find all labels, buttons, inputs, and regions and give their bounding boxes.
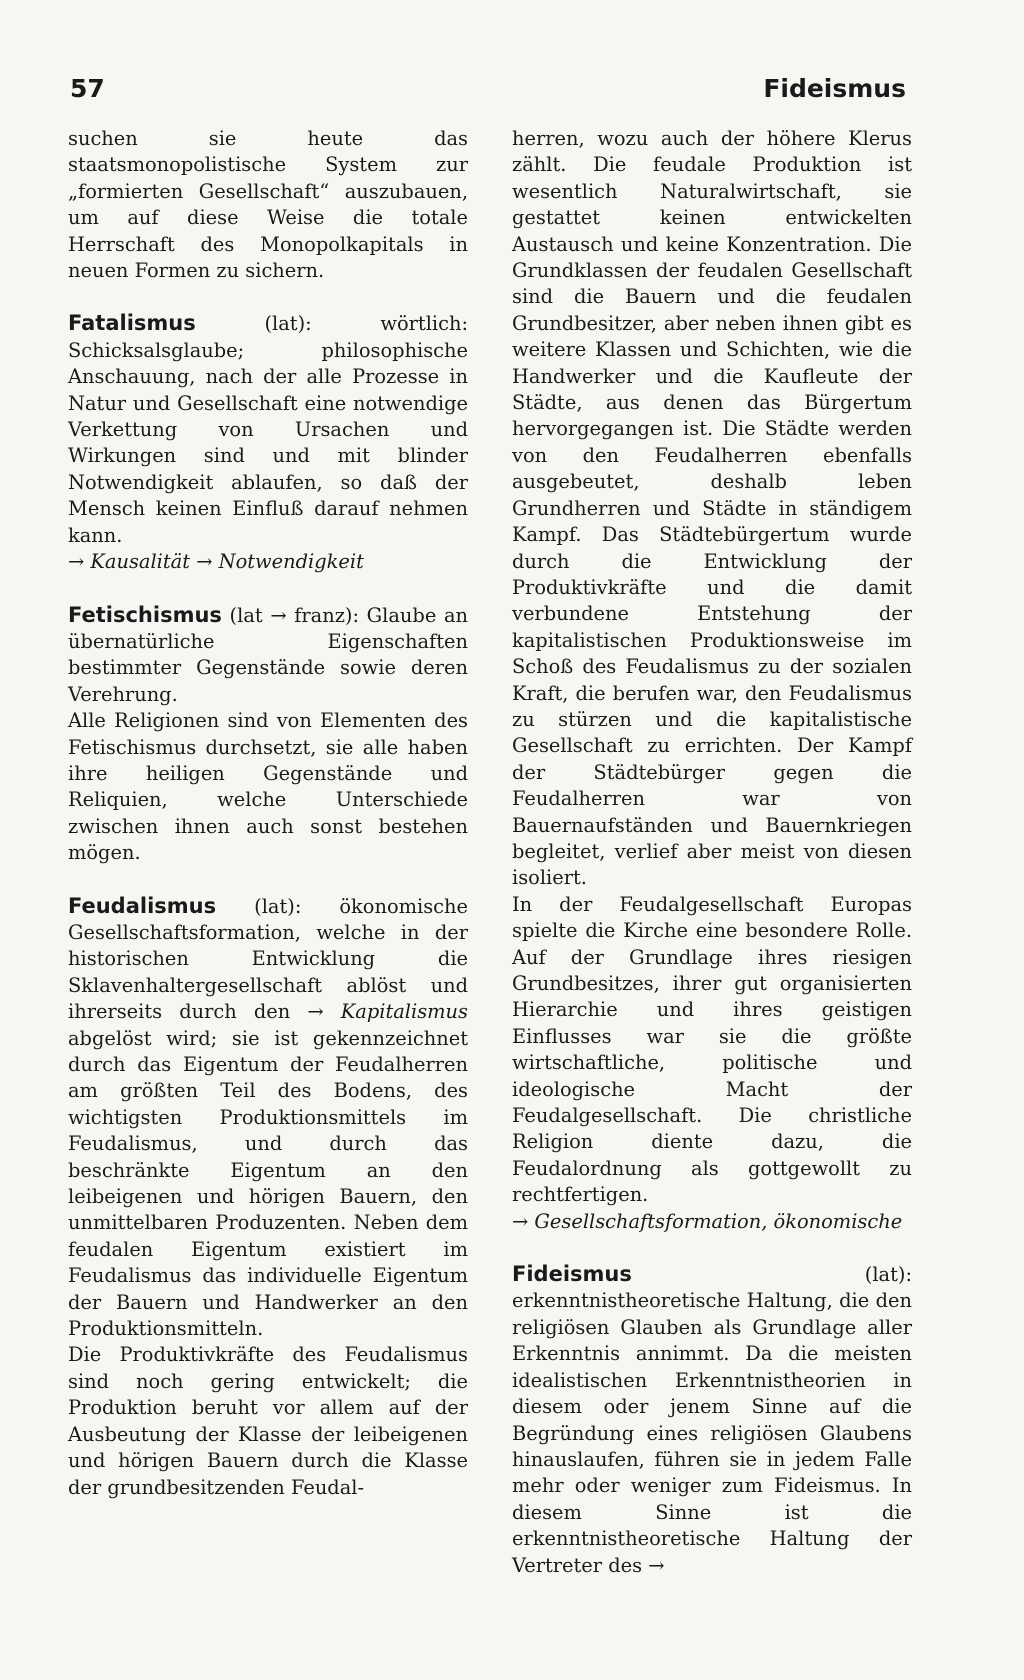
entry-text: abgelöst wird; sie ist gekennzeichnet durch das Eigentum der Feudalherren am größten Teil des Bodens, des wichtigsten Produktionsmittels im Feudalismus, und durch das beschränkte Eigentum an den leibeigenen und hörigen Bauern, den unmittelbaren Produzenten. Neben dem feudalen Eigentum existiert im Feudalismus das individuelle Eigentum der Bauern und Handwerker an den Produktionsmitteln. bbox=[68, 1026, 468, 1341]
cross-reference-fatalismus bbox=[68, 549, 468, 575]
entry-text: (lat bbox=[221, 603, 271, 627]
headword-fetischismus: Fetischismus bbox=[68, 602, 222, 627]
left-column bbox=[68, 126, 468, 1501]
arrow-icon: → bbox=[270, 603, 287, 627]
entry-continuation: herren, wozu auch der höhere Klerus zählt. Die feudale Produktion ist wesentlich Naturalwirtschaft, sie gestattet keinen entwickelten Austausch und keine Konzentration. Die Grundklassen der feudalen Gesellschaft sind die Bauern und die feudalen Grundbesitzer, aber neben ihnen gibt es weitere Klassen und Schichten, wie die Handwerker und die Kaufleute der Städte, aus denen das Bürgertum hervorgegangen ist. Die Städte werden von den Feudalherren ebenfalls ausgebeutet, deshalb leben Grundherren und Städte in ständigem Kampf. Das Städtebürgertum wurde durch die Entwicklung der Produktivkräfte und die damit verbundene Entstehung der kapitalistischen Produktionsweise im Schoß des Feudalismus zu der sozialen Kraft, die berufen war, den Feudalismus zu stürzen und die kapitalistische Gesellschaft zu errichten. Der Kampf der Städtebürger gegen die Feudalherren war von Bauernaufständen und Bauernkriegen begleitet, verlief aber meist von diesen isoliert. bbox=[512, 127, 912, 890]
running-head: Fideismus bbox=[763, 74, 906, 103]
entry-feudalismus bbox=[68, 893, 468, 1343]
arrow-icon: → bbox=[512, 1209, 529, 1233]
xref-notwendigkeit[interactable]: Notwendigkeit bbox=[218, 550, 364, 574]
arrow-icon: → bbox=[196, 550, 213, 574]
entry-paragraph: Die Produktivkräfte des Feudalismus sind noch gering entwickelt; die Produktion beruht vor allem auf der Ausbeutung der Klasse der leibeigenen und hörigen Bauern durch die Klasse der grundbesitzenden Feudal- bbox=[68, 1343, 468, 1499]
headword-fatalismus: Fatalismus bbox=[68, 311, 196, 336]
arrow-icon: → bbox=[648, 1553, 665, 1577]
headword-feudalismus: Feudalismus bbox=[68, 893, 217, 918]
right-column bbox=[512, 126, 912, 1579]
entry-paragraph: Alle Religionen sind von Elementen des Fetischismus durchsetzt, sie alle haben ihre heiligen Gegenstände und Reliquien, welche Unterschiede zwischen ihnen auch sonst bestehen mögen. bbox=[68, 709, 468, 865]
headword-fideismus: Fideismus bbox=[512, 1262, 632, 1287]
entry-fatalismus bbox=[68, 310, 468, 549]
xref-kausalitaet[interactable]: Kausalität bbox=[90, 550, 191, 574]
arrow-icon: → bbox=[68, 550, 85, 574]
arrow-icon: → bbox=[307, 1000, 324, 1024]
entry-text: (lat): ökonomische Gesellschaftsformation, welche in der historischen Entwicklung die Sklavenhaltergesellschaft ablöst und ihrerseits durch den bbox=[68, 894, 468, 1024]
entry-text: (lat): erkenntnistheoretische Haltung, die den religiösen Glauben als Grundlage aller Erkenntnis annimmt. Da die meisten idealistischen Erkenntnistheorien in diesem oder jenem Sinne auf die Begründung eines religiösen Glaubens hinauslaufen, führen sie in jedem Falle mehr oder weniger zum Fideismus. In diesem Sinne ist die erkenntnistheoretische Haltung der Vertreter des bbox=[512, 1263, 912, 1577]
cross-reference-feudalismus bbox=[512, 1209, 912, 1235]
page-number: 57 bbox=[70, 74, 105, 103]
continuation-text: suchen sie heute das staatsmonopolistische System zur „formierten Gesellschaft“ auszubauen, um auf diese Weise die totale Herrschaft des Monopolkapitals in neuen Formen zu sichern. bbox=[68, 127, 468, 283]
entry-fideismus bbox=[512, 1261, 912, 1579]
entry-text: franz): Glaube an übernatürliche Eigenschaften bestimmter Gegenstände sowie deren Verehrung. bbox=[68, 603, 468, 706]
entry-paragraph: In der Feudalgesellschaft Europas spielte die Kirche eine besondere Rolle. Auf der Grundlage ihres riesigen Grundbesitzes, ihrer gut organisierten Hierarchie und ihres geistigen Einflusses war sie die größte wirtschaftliche, politische und ideologische Macht der Feudalgesellschaft. Die christliche Religion diente dazu, die Feudalordnung als gottgewollt zu rechtfertigen. bbox=[512, 892, 912, 1207]
xref-kapitalismus[interactable]: Kapitalismus bbox=[340, 1000, 468, 1024]
entry-text: (lat): wörtlich: Schicksalsglaube; philosophische Anschauung, nach der alle Prozesse in Natur und Gesellschaft eine notwendige Verkettung von Ursachen und Wirkungen sind und mit blinder Notwendigkeit ablaufen, so daß der Mensch keinen Einfluß darauf nehmen kann. bbox=[68, 312, 468, 547]
entry-fetischismus bbox=[68, 602, 468, 709]
xref-gesellschaftsformation[interactable]: Gesellschaftsformation, ökonomische bbox=[534, 1209, 903, 1233]
